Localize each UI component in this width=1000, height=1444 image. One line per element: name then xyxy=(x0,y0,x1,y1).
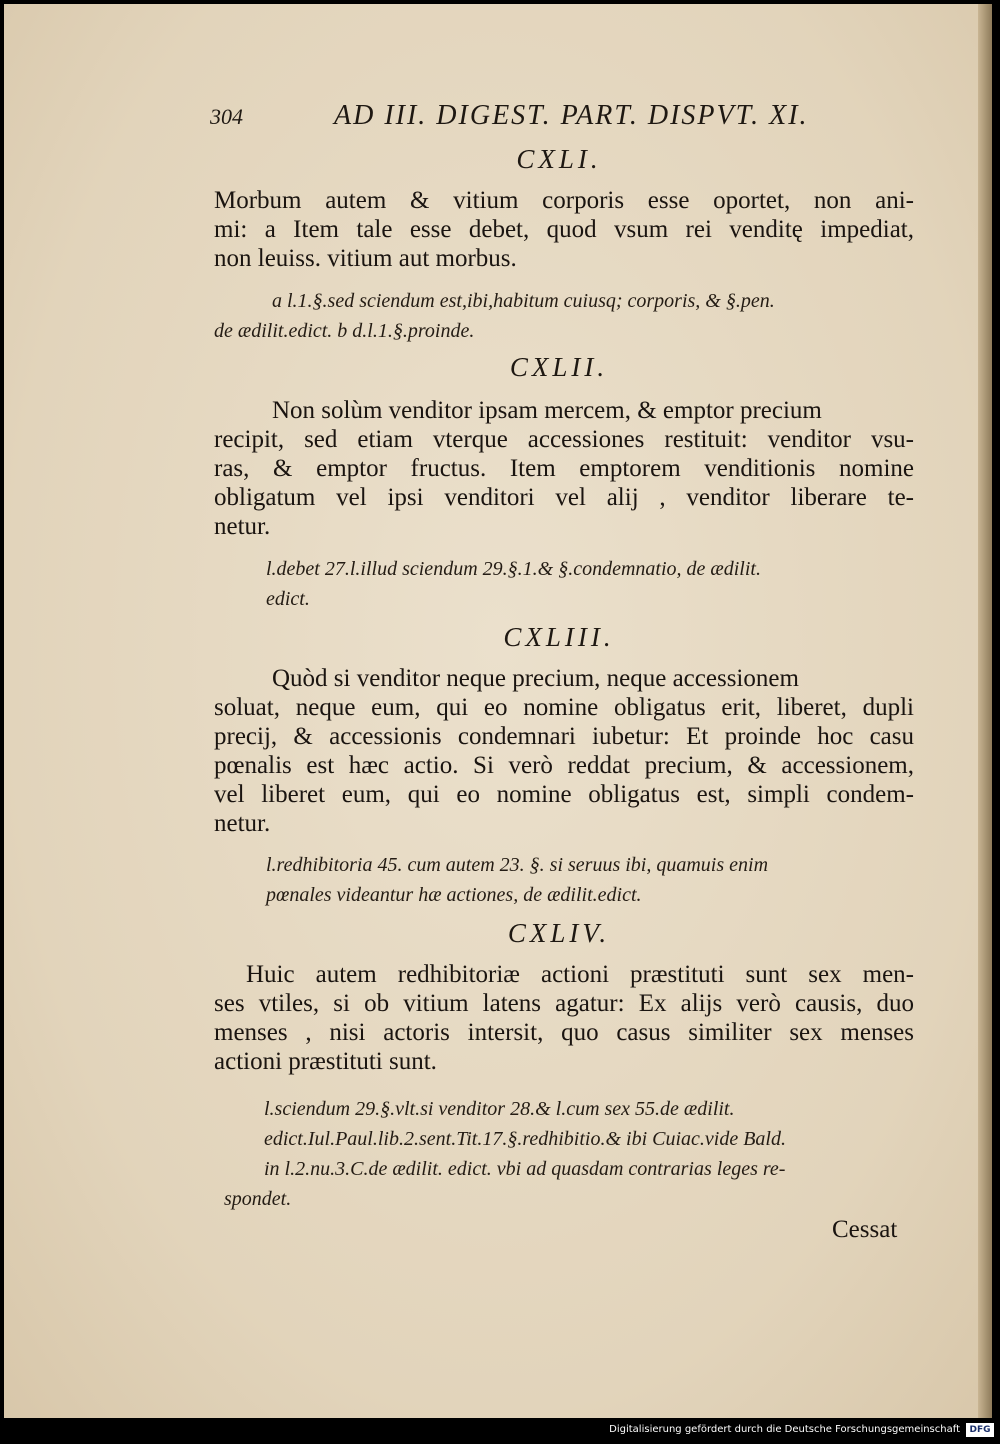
text-line: netur. xyxy=(214,513,271,540)
note-line: de ædilit.edict. b d.l.1.§.proinde. xyxy=(214,320,475,342)
page-header xyxy=(210,100,822,134)
running-title: AD III. DIGEST. PART. DISPVT. XI. xyxy=(334,100,809,131)
section-text xyxy=(214,186,914,273)
note-line: l.redhibitoria 45. cum autem 23. §. si seruus ibi, quamuis enim xyxy=(266,854,769,876)
section-text xyxy=(214,960,914,1076)
text-line: Non solùm venditor ipsam mercem, & emptor precium xyxy=(272,397,822,424)
note-line: edict. xyxy=(266,588,310,610)
note-line: l.sciendum 29.§.vlt.si venditor 28.& l.cum sex 55.de ædilit. xyxy=(264,1098,735,1120)
text-line: ras, & emptor fructus. Item emptorem venditionis nomine xyxy=(214,455,914,482)
section-heading: CXLIV. xyxy=(507,918,611,948)
funding-credit: Digitalisierung gefördert durch die Deutsche Forschungsgemeinschaft xyxy=(609,1424,960,1435)
section-note xyxy=(266,554,946,614)
note-line: spondet. xyxy=(224,1188,292,1210)
text-line: Morbum autem & vitium corporis esse oportet, non ani- xyxy=(214,187,914,214)
note-line: pœnales videantur hæ actiones, de ædilit.edict. xyxy=(266,884,642,906)
note-line: l.debet 27.l.illud sciendum 29.§.1.& §.condemnatio, de ædilit. xyxy=(266,558,761,580)
text-line: non leuiss. vitium aut morbus. xyxy=(214,245,517,272)
text-line: pœnalis est hæc actio. Si verò reddat precium, & accessionem, xyxy=(214,752,914,779)
text-line: ses vtiles, si ob vitium latens agatur: Ex alijs verò causis, duo xyxy=(214,990,914,1017)
text-line: menses , nisi actoris intersit, quo casus similiter sex menses xyxy=(214,1019,914,1046)
book-page xyxy=(4,4,992,1418)
section-text xyxy=(214,664,914,838)
note-line: in l.2.nu.3.C.de ædilit. edict. vbi ad quasdam contrarias leges re- xyxy=(264,1158,786,1180)
section-note xyxy=(266,850,946,910)
page-spine-shadow xyxy=(978,4,992,1418)
section-heading: CXLI. xyxy=(516,144,602,174)
catchword: Cessat xyxy=(832,1216,898,1243)
section-note xyxy=(224,1094,944,1214)
text-line: mi: a Item tale esse debet, quod vsum rei venditę impediat, xyxy=(214,216,914,243)
text-line: recipit, sed etiam vterque accessiones restituit: venditor vsu- xyxy=(214,426,914,453)
text-line: obligatum vel ipsi venditori vel alij , venditor liberare te- xyxy=(214,484,914,511)
dfg-logo: DFG xyxy=(966,1423,994,1437)
note-line: edict.Iul.Paul.lib.2.sent.Tit.17.§.redhibitio.& ibi Cuiac.vide Bald. xyxy=(264,1128,786,1150)
section-text xyxy=(214,396,914,541)
text-line: precij, & accessionis condemnari iubetur: Et proinde hoc casu xyxy=(214,723,914,750)
footer-bar xyxy=(0,1418,1000,1444)
text-line: Huic autem redhibitoriæ actioni præstituti sunt sex men- xyxy=(246,961,914,988)
text-line: actioni præstituti sunt. xyxy=(214,1048,437,1075)
text-line: netur. xyxy=(214,810,271,837)
text-line: soluat, neque eum, qui eo nomine obligatus erit, liberet, dupli xyxy=(214,694,914,721)
text-line: Quòd si venditor neque precium, neque accessionem xyxy=(272,665,799,692)
page-number: 304 xyxy=(210,104,243,129)
section-heading: CXLII. xyxy=(509,352,609,382)
text-line: vel liberet eum, qui eo nomine obligatus est, simpli condem- xyxy=(214,781,914,808)
section-note xyxy=(214,286,892,346)
note-line: a l.1.§.sed sciendum est,ibi,habitum cuiusq; corporis, & §.pen. xyxy=(272,290,775,312)
section-heading: CXLIII. xyxy=(503,622,615,652)
